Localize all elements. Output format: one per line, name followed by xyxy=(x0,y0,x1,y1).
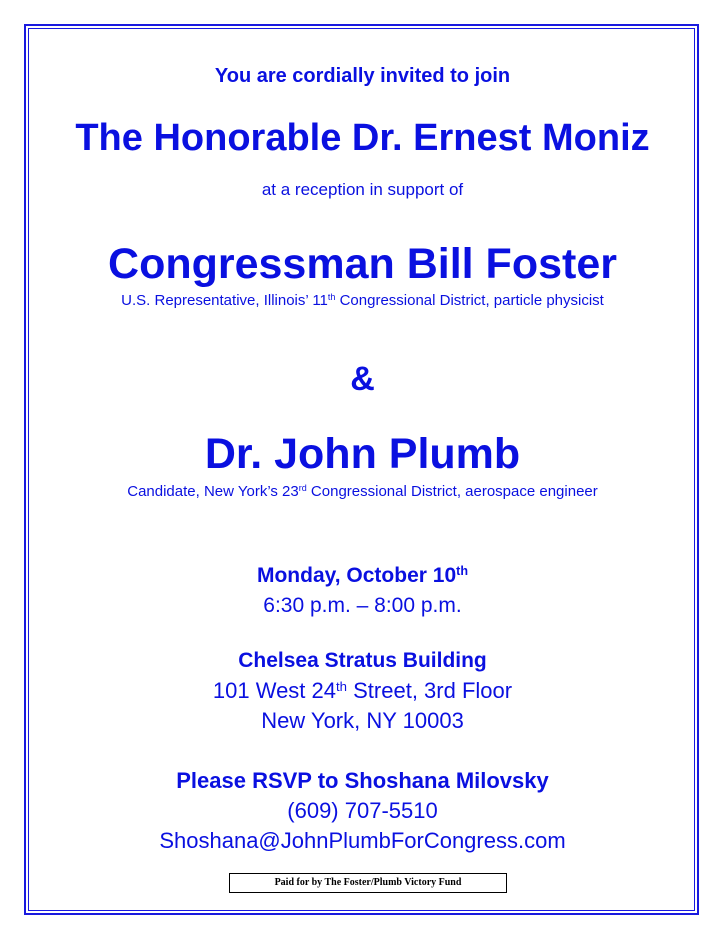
venue-address-2: New York, NY 10003 xyxy=(261,708,464,733)
candidate-1-desc-before: U.S. Representative, Illinois’ 11 xyxy=(121,292,328,309)
candidate-1-name: Congressman Bill Foster xyxy=(108,240,617,288)
rsvp-label: Please RSVP to Shoshana Milovsky xyxy=(176,768,549,793)
candidate-2-description xyxy=(0,484,725,499)
rsvp-phone: (609) 707-5510 xyxy=(287,798,438,823)
candidate-2-desc-after: Congressional District, aerospace engineer xyxy=(306,483,598,500)
ampersand: & xyxy=(350,360,375,398)
event-date-text: Monday, October 10 xyxy=(256,564,457,587)
guest-name: The Honorable Dr. Ernest Moniz xyxy=(75,117,650,159)
venue-address-1-sup: th xyxy=(336,678,348,694)
venue-address-1-before: 101 West 24 xyxy=(212,678,337,703)
invitation-intro: You are cordially invited to join xyxy=(214,65,511,87)
candidate-1-desc-after: Congressional District, particle physicist xyxy=(335,292,604,309)
venue-name: Chelsea Stratus Building xyxy=(238,649,487,672)
venue-address-1 xyxy=(0,680,725,702)
candidate-2-desc-before: Candidate, New York’s 23 xyxy=(127,483,299,500)
event-date-sup: th xyxy=(456,564,469,579)
venue-address-1-after: Street, 3rd Floor xyxy=(347,678,513,703)
candidate-1-description xyxy=(0,293,725,308)
candidate-2-desc-sup: rd xyxy=(298,483,307,494)
rsvp-email: Shoshana@JohnPlumbForCongress.com xyxy=(159,828,566,853)
event-time: 6:30 p.m. – 8:00 p.m. xyxy=(263,594,462,617)
candidate-2-name: Dr. John Plumb xyxy=(204,430,521,478)
paid-for-disclaimer: Paid for by The Foster/Plumb Victory Fund xyxy=(229,873,507,893)
event-date xyxy=(0,565,725,586)
reception-text: at a reception in support of xyxy=(261,180,464,199)
candidate-1-desc-sup: th xyxy=(327,292,336,303)
